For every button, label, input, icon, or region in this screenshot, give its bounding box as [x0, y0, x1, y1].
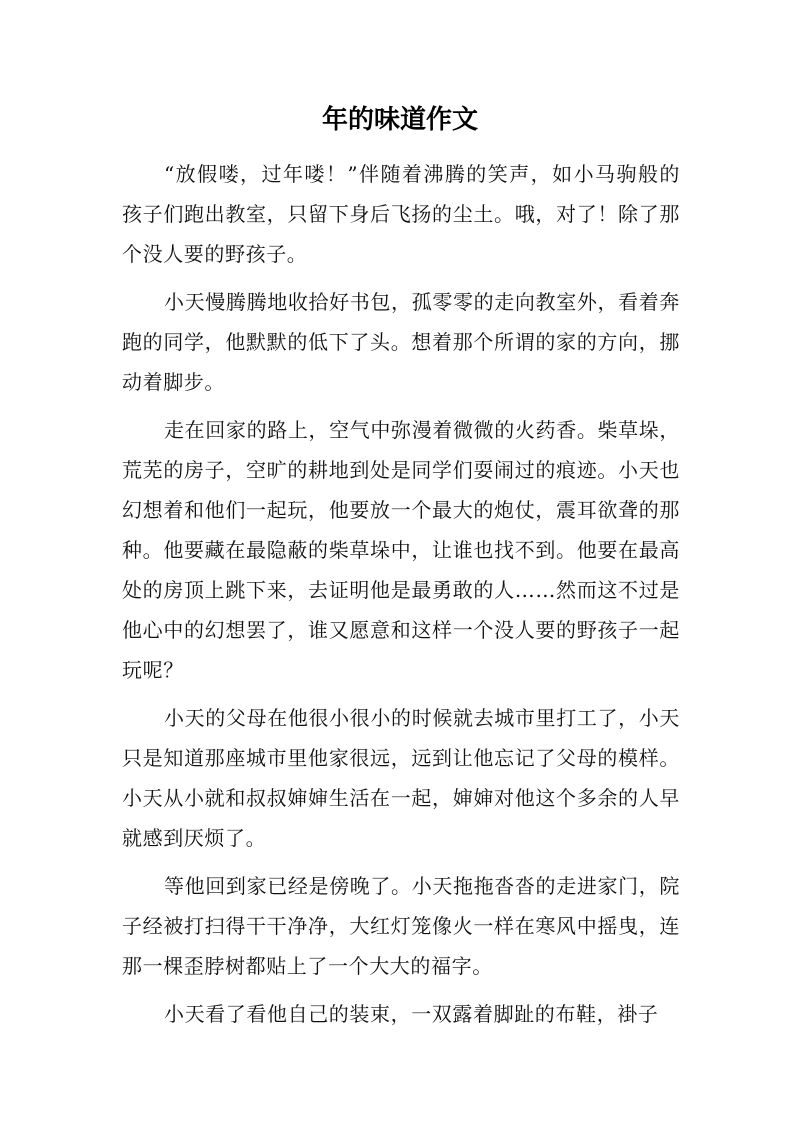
document-title: 年的味道作文 [321, 105, 478, 135]
document-body [122, 154, 680, 1042]
paragraph-1: “放假喽，过年喽！”伴随着沸腾的笑声，如小马驹般的孩子们跑出教室，只留下身后飞扬的尘土。哦，对了！除了那个没人要的野孩子。 [122, 162, 680, 266]
paragraph-5: 等他回到家已经是傍晚了。小天拖拖沓沓的走进家门，院子经被打扫得干干净净，大红灯笼像火一样在寒风中摇曳，连那一棵歪脖树都贴上了一个大大的福字。 [122, 874, 680, 978]
paragraph-3: 走在回家的路上，空气中弥漫着微微的火药香。柴草垛，荒芜的房子，空旷的耕地到处是同学们耍闹过的痕迹。小天也幻想着和他们一起玩，他要放一个最大的炮仗，震耳欲聋的那种。他要藏在最隐蔽的柴草垛中，让谁也找不到。他要在最高处的房顶上跳下来，去证明他是最勇敢的人……然而这不过是他心中的幻想罢了，谁又愿意和这样一个没人要的野孩子一起玩呢？ [122, 418, 680, 682]
paragraph-2: 小天慢腾腾地收拾好书包，孤零零的走向教室外，看着奔跑的同学，他默默的低下了头。想着那个所谓的家的方向，挪动着脚步。 [122, 290, 680, 394]
paragraph-6: 小天看了看他自己的装束，一双露着脚趾的布鞋，褂子 [164, 1002, 659, 1026]
paragraph-4: 小天的父母在他很小很小的时候就去城市里打工了，小天只是知道那座城市里他家很远，远到让他忘记了父母的模样。小天从小就和叔叔婶婶生活在一起，婶婶对他这个多余的人早就感到厌烦了。 [122, 706, 680, 850]
